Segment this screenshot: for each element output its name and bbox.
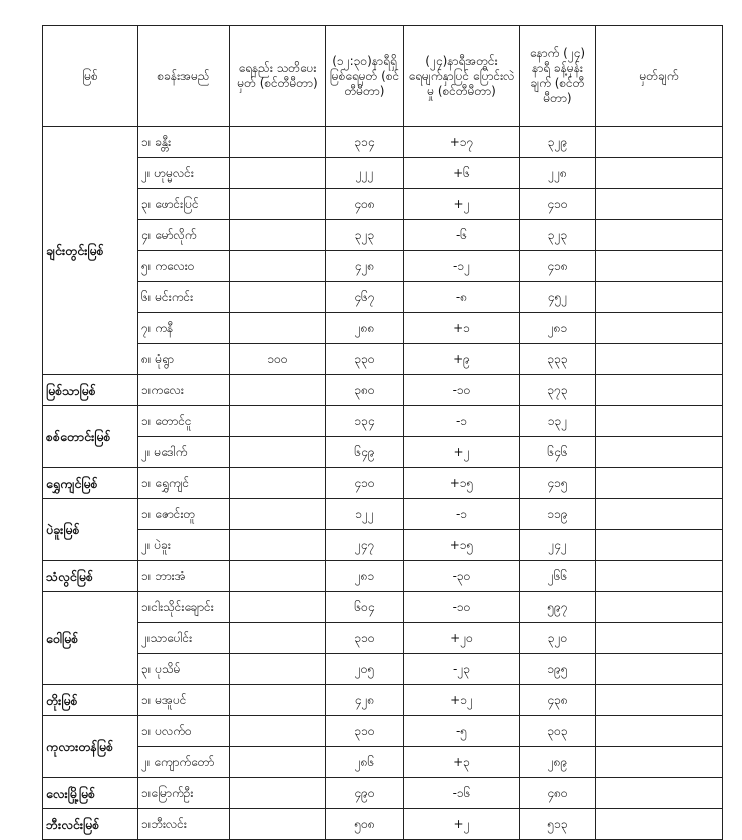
header-row xyxy=(43,26,723,127)
remarks-cell xyxy=(596,592,723,623)
change-cell: -၁၂ xyxy=(404,251,520,282)
table-row xyxy=(43,716,723,747)
river-name-cell: တိုးမြစ် xyxy=(43,685,138,716)
change-cell: +၁ xyxy=(404,313,520,344)
warning-level-cell xyxy=(230,406,326,437)
remarks-cell xyxy=(596,313,723,344)
river-name-cell: သံလွင်မြစ် xyxy=(43,561,138,592)
warning-level-cell xyxy=(230,685,326,716)
forecast-cell: ၂၄၂ xyxy=(520,530,596,561)
current-level-cell: ၁၃၄ xyxy=(326,406,404,437)
river-name-cell: ကုလားတန်မြစ် xyxy=(43,716,138,778)
forecast-cell: ၅၉၇ xyxy=(520,592,596,623)
table-row xyxy=(43,282,723,313)
forecast-cell: ၁၁၉ xyxy=(520,499,596,530)
change-cell: -၈ xyxy=(404,282,520,313)
station-name-cell: ၂။သာပေါင်း xyxy=(138,623,230,654)
river-name-cell: ဝေါမြစ် xyxy=(43,592,138,685)
remarks-cell xyxy=(596,158,723,189)
river-name-cell: လေးမြို့မြစ် xyxy=(43,778,138,809)
warning-level-cell xyxy=(230,158,326,189)
forecast-cell: ၄၁၅ xyxy=(520,468,596,499)
station-name-cell: ၂။ ကျောက်တော် xyxy=(138,747,230,778)
header-river: မြစ် xyxy=(43,26,138,127)
current-level-cell: ၂၀၅ xyxy=(326,654,404,685)
change-cell: +၁၇ xyxy=(404,127,520,158)
current-level-cell: ၄၉၀ xyxy=(326,778,404,809)
station-name-cell: ၁။ မအူပင် xyxy=(138,685,230,716)
current-level-cell: ၆၀၄ xyxy=(326,592,404,623)
warning-level-cell xyxy=(230,716,326,747)
forecast-cell: ၁၃၂ xyxy=(520,406,596,437)
warning-level-cell xyxy=(230,561,326,592)
remarks-cell xyxy=(596,437,723,468)
change-cell: -၁၆ xyxy=(404,778,520,809)
current-level-cell: ၂၂၂ xyxy=(326,158,404,189)
change-cell: -၁၀ xyxy=(404,375,520,406)
station-name-cell: ၄။ မော်လိုက် xyxy=(138,220,230,251)
remarks-cell xyxy=(596,344,723,375)
forecast-cell: ၂၈၉ xyxy=(520,747,596,778)
change-cell: +၃ xyxy=(404,747,520,778)
warning-level-cell xyxy=(230,220,326,251)
change-cell: -၁၀ xyxy=(404,592,520,623)
change-cell: +၁၅ xyxy=(404,530,520,561)
remarks-cell xyxy=(596,623,723,654)
river-name-cell: ပဲခူးမြစ် xyxy=(43,499,138,561)
warning-level-cell xyxy=(230,282,326,313)
current-level-cell: ၄၆၇ xyxy=(326,282,404,313)
change-cell: +၂ xyxy=(404,809,520,840)
warning-level-cell xyxy=(230,127,326,158)
forecast-cell: ၄၅၂ xyxy=(520,282,596,313)
current-level-cell: ၄၂၈ xyxy=(326,251,404,282)
forecast-cell: ၄၁၀ xyxy=(520,189,596,220)
forecast-cell: ၄၁၈ xyxy=(520,251,596,282)
forecast-cell: ၄၈၀ xyxy=(520,778,596,809)
table-row xyxy=(43,654,723,685)
remarks-cell xyxy=(596,375,723,406)
forecast-cell: ၃၃၃ xyxy=(520,344,596,375)
table-row xyxy=(43,468,723,499)
station-name-cell: ၈။ မုံရွာ xyxy=(138,344,230,375)
header-station: စခန်းအမည် xyxy=(138,26,230,127)
warning-level-cell xyxy=(230,251,326,282)
change-cell: -၁ xyxy=(404,406,520,437)
header-forecast: နောက် (၂၄) နာရီ ခန့်မှန်းချက် (စင်တီမီတာ) xyxy=(520,26,596,127)
warning-level-cell xyxy=(230,623,326,654)
header-remarks: မှတ်ချက် xyxy=(596,26,723,127)
river-name-cell: စစ်တောင်းမြစ် xyxy=(43,406,138,468)
remarks-cell xyxy=(596,127,723,158)
change-cell: -၁ xyxy=(404,499,520,530)
forecast-cell: ၂၈၁ xyxy=(520,313,596,344)
warning-level-cell xyxy=(230,530,326,561)
current-level-cell: ၃၁၀ xyxy=(326,716,404,747)
table-row xyxy=(43,189,723,220)
station-name-cell: ၂။ ဟုမ္မလင်း xyxy=(138,158,230,189)
remarks-cell xyxy=(596,809,723,840)
table-row xyxy=(43,251,723,282)
river-name-cell: ဘီးလင်းမြစ် xyxy=(43,809,138,840)
table-row xyxy=(43,220,723,251)
current-level-cell: ၃၃၀ xyxy=(326,344,404,375)
table-row xyxy=(43,127,723,158)
station-name-cell: ၃။ ပုသိမ် xyxy=(138,654,230,685)
forecast-cell: ၃၂၃ xyxy=(520,220,596,251)
change-cell: -၂၃ xyxy=(404,654,520,685)
table-row xyxy=(43,313,723,344)
remarks-cell xyxy=(596,499,723,530)
current-level-cell: ၂၈၁ xyxy=(326,561,404,592)
remarks-cell xyxy=(596,716,723,747)
table-row xyxy=(43,685,723,716)
forecast-cell: ၄၃၈ xyxy=(520,685,596,716)
station-name-cell: ၁။ ဘားအံ xyxy=(138,561,230,592)
table-row xyxy=(43,499,723,530)
table-row xyxy=(43,344,723,375)
table-row xyxy=(43,809,723,840)
change-cell: +၁၅ xyxy=(404,468,520,499)
forecast-cell: ၆၄၆ xyxy=(520,437,596,468)
forecast-cell: ၅၁၃ xyxy=(520,809,596,840)
station-name-cell: ၂။ မဒေါက် xyxy=(138,437,230,468)
remarks-cell xyxy=(596,530,723,561)
table-row xyxy=(43,406,723,437)
table-row xyxy=(43,437,723,468)
forecast-cell: ၁၉၅ xyxy=(520,654,596,685)
station-name-cell: ၅။ ကလေးဝ xyxy=(138,251,230,282)
table-row xyxy=(43,592,723,623)
change-cell: +၁၂ xyxy=(404,685,520,716)
station-name-cell: ၁။ ရွှေကျင် xyxy=(138,468,230,499)
table-row xyxy=(43,375,723,406)
river-name-cell: ရွှေကျင်မြစ် xyxy=(43,468,138,499)
remarks-cell xyxy=(596,747,723,778)
station-name-cell: ၁။မြောက်ဦး xyxy=(138,778,230,809)
remarks-cell xyxy=(596,220,723,251)
current-level-cell: ၃၁၀ xyxy=(326,623,404,654)
header-24h-change: (၂၄)နာရီအတွင်း ရေမျက်နှာပြင် ပြောင်းလဲမှု (စင်တီမီတာ) xyxy=(404,26,520,127)
remarks-cell xyxy=(596,189,723,220)
station-name-cell: ၁။ တောင်ငူ xyxy=(138,406,230,437)
header-current-level: (၁၂:၃၀)နာရီရှိ မြစ်ရေမှတ် (စင်တီမီတာ) xyxy=(326,26,404,127)
table-row xyxy=(43,623,723,654)
river-name-cell: ချင်းတွင်းမြစ် xyxy=(43,127,138,375)
forecast-cell: ၃၀၃ xyxy=(520,716,596,747)
remarks-cell xyxy=(596,282,723,313)
current-level-cell: ၂၈၈ xyxy=(326,313,404,344)
change-cell: +၂ xyxy=(404,189,520,220)
current-level-cell: ၅၀၈ xyxy=(326,809,404,840)
warning-level-cell xyxy=(230,654,326,685)
current-level-cell: ၄၁၀ xyxy=(326,468,404,499)
warning-level-cell xyxy=(230,778,326,809)
remarks-cell xyxy=(596,251,723,282)
table-row xyxy=(43,747,723,778)
station-name-cell: ၁။ငါးသိုင်းချောင်း xyxy=(138,592,230,623)
station-name-cell: ၃။ ဖောင်းပြင် xyxy=(138,189,230,220)
remarks-cell xyxy=(596,654,723,685)
current-level-cell: ၂၈၆ xyxy=(326,747,404,778)
station-name-cell: ၂။ ပဲခူး xyxy=(138,530,230,561)
remarks-cell xyxy=(596,406,723,437)
remarks-cell xyxy=(596,561,723,592)
current-level-cell: ၃၈၀ xyxy=(326,375,404,406)
current-level-cell: ၃၂၃ xyxy=(326,220,404,251)
warning-level-cell xyxy=(230,189,326,220)
station-name-cell: ၁။ ပလက်ဝ xyxy=(138,716,230,747)
change-cell: +၂ xyxy=(404,437,520,468)
station-name-cell: ၇။ ကနီ xyxy=(138,313,230,344)
warning-level-cell xyxy=(230,313,326,344)
forecast-cell: ၂၆၆ xyxy=(520,561,596,592)
warning-level-cell xyxy=(230,437,326,468)
forecast-cell: ၃၇၃ xyxy=(520,375,596,406)
forecast-cell: ၃၂၉ xyxy=(520,127,596,158)
water-level-table xyxy=(42,25,723,840)
current-level-cell: ၆၄၉ xyxy=(326,437,404,468)
warning-level-cell xyxy=(230,592,326,623)
remarks-cell xyxy=(596,778,723,809)
station-name-cell: ၁။ကလေး xyxy=(138,375,230,406)
water-level-sheet xyxy=(42,25,723,840)
forecast-cell: ၃၂၀ xyxy=(520,623,596,654)
table-row xyxy=(43,561,723,592)
change-cell: -၅ xyxy=(404,716,520,747)
header-warning-level: ရေနည်း သတိပေးမှတ် (စင်တီမီတာ) xyxy=(230,26,326,127)
warning-level-cell: ၁၀၀ xyxy=(230,344,326,375)
forecast-cell: ၂၂၈ xyxy=(520,158,596,189)
station-name-cell: ၁။ ခန္တီး xyxy=(138,127,230,158)
warning-level-cell xyxy=(230,809,326,840)
warning-level-cell xyxy=(230,499,326,530)
current-level-cell: ၃၁၄ xyxy=(326,127,404,158)
warning-level-cell xyxy=(230,747,326,778)
current-level-cell: ၄၀၈ xyxy=(326,189,404,220)
table-row xyxy=(43,778,723,809)
remarks-cell xyxy=(596,468,723,499)
change-cell: -၃၀ xyxy=(404,561,520,592)
warning-level-cell xyxy=(230,375,326,406)
remarks-cell xyxy=(596,685,723,716)
current-level-cell: ၂၄၇ xyxy=(326,530,404,561)
station-name-cell: ၆။ မင်းကင်း xyxy=(138,282,230,313)
change-cell: +၂၀ xyxy=(404,623,520,654)
current-level-cell: ၄၂၈ xyxy=(326,685,404,716)
current-level-cell: ၁၂၂ xyxy=(326,499,404,530)
station-name-cell: ၁။ဘီးလင်း xyxy=(138,809,230,840)
table-body xyxy=(43,127,723,840)
river-name-cell: မြစ်သာမြစ် xyxy=(43,375,138,406)
table-row xyxy=(43,158,723,189)
warning-level-cell xyxy=(230,468,326,499)
station-name-cell: ၁။ ဇောင်းတူ xyxy=(138,499,230,530)
table-row xyxy=(43,530,723,561)
change-cell: -၆ xyxy=(404,220,520,251)
change-cell: +၆ xyxy=(404,158,520,189)
change-cell: +၉ xyxy=(404,344,520,375)
